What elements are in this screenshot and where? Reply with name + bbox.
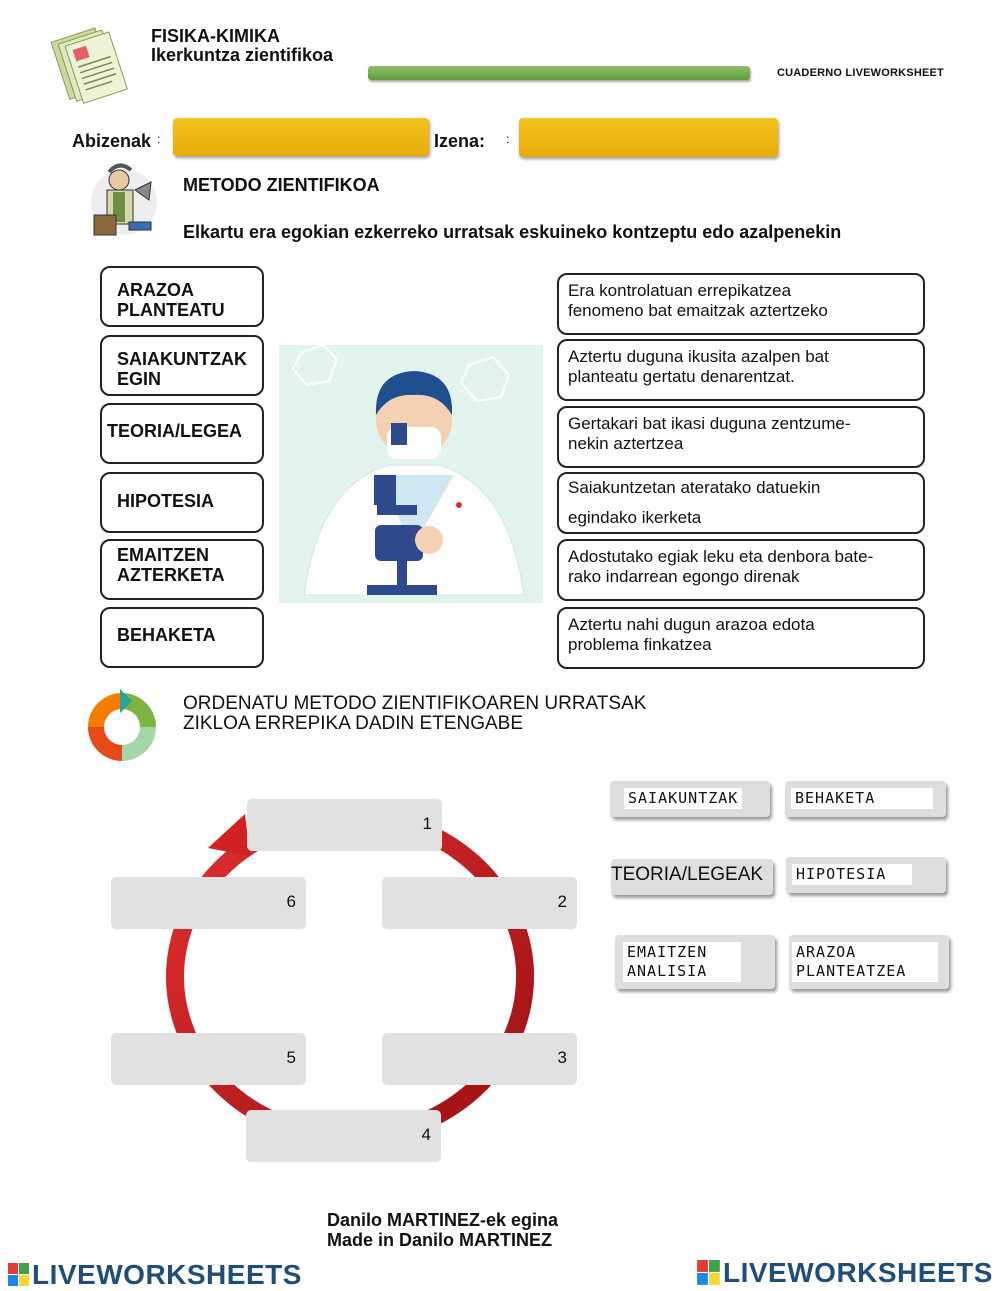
option-label: SAIAKUNTZAK: [624, 788, 742, 809]
scientist-cartoon-image: [89, 160, 159, 245]
cycle-slot-6[interactable]: [111, 877, 306, 929]
left-item-hipotesia[interactable]: HIPOTESIA: [100, 472, 264, 533]
option-label: TEORIA/LEGEAK: [611, 864, 764, 885]
brand-text: LIVEWORKSHEETS: [32, 1259, 302, 1290]
slot-number: 3: [557, 1048, 567, 1067]
colon-mark: :: [157, 132, 161, 146]
section1-title: METODO ZIENTIFIKOA: [183, 175, 380, 195]
liveworksheets-logo-right: [697, 1257, 993, 1289]
worksheet-title: FISIKA-KIMIKA: [151, 26, 280, 46]
slot-number: 2: [557, 892, 567, 911]
left-item-behaketa[interactable]: BEHAKETA: [100, 607, 264, 668]
brand-text: LIVEWORKSHEETS: [723, 1257, 993, 1288]
cycle-slot-3[interactable]: [382, 1033, 577, 1085]
cycle-slot-2[interactable]: [382, 877, 577, 929]
colon-mark: :: [506, 132, 510, 146]
right-item-2[interactable]: Aztertu duguna ikusita azalpen bat planteatu gertatu denarentzat.: [557, 339, 925, 401]
right-item-3[interactable]: Gertakari bat ikasi duguna zentzume- nekin aztertzea: [557, 406, 925, 468]
liveworksheets-logo-left: [8, 1259, 302, 1291]
option-label: EMAITZEN ANALISIA: [623, 942, 741, 982]
option-teoria-legeak[interactable]: [611, 859, 773, 895]
option-behaketa[interactable]: [785, 781, 946, 817]
option-label: HIPOTESIA: [792, 864, 912, 885]
left-item-saiakuntzak[interactable]: SAIAKUNTZAK EGIN: [100, 335, 264, 396]
cycle-icon: [84, 689, 160, 765]
author-credit: Danilo MARTINEZ-ek egina Made in Danilo MARTINEZ: [327, 1210, 559, 1250]
header-divider-bar: [368, 66, 750, 80]
left-item-teoria[interactable]: TEORIA/LEGEA: [100, 403, 264, 464]
left-item-emaitzen[interactable]: EMAITZEN AZTERKETA: [100, 539, 264, 600]
surname-label: Abizenak: [72, 131, 152, 151]
cycle-slot-4[interactable]: [246, 1110, 441, 1162]
section1-instruction: Elkartu era egokian ezkerreko urratsak eskuineko kontzeptu edo azalpenekin: [183, 222, 842, 242]
slot-number: 5: [286, 1048, 296, 1067]
header-title-block: [151, 27, 333, 65]
liveworksheets-logo-icon: [8, 1263, 30, 1287]
option-label: BEHAKETA: [791, 788, 933, 809]
option-label: ARAZOA PLANTEATZEA: [792, 942, 938, 982]
name-label: Izena:: [434, 131, 486, 151]
scientist-microscope-illustration: [279, 345, 543, 603]
red-cycle-arrow: [150, 800, 535, 1152]
right-item-4[interactable]: Saiakuntzetan ateratako datuekin egindako ikerketa: [557, 472, 925, 534]
section2-title: ORDENATU METODO ZIENTIFIKOAREN URRATSAK ZIKLOA ERREPIKA DADIN ETENGABE: [183, 693, 647, 734]
name-field[interactable]: [519, 118, 778, 157]
document-icon: [48, 22, 128, 108]
slot-number: 6: [286, 892, 296, 911]
option-saiakuntzak[interactable]: [610, 781, 770, 817]
right-item-6[interactable]: Aztertu nahi dugun arazoa edota problema finkatzea: [557, 607, 925, 669]
option-arazoa-planteatzea[interactable]: [789, 935, 949, 989]
cycle-slot-1[interactable]: [247, 799, 442, 851]
slot-number: 1: [422, 814, 432, 833]
left-item-arazoa[interactable]: ARAZOA PLANTEATU: [100, 266, 264, 327]
liveworksheets-logo-icon: [697, 1260, 721, 1286]
cuaderno-label: CUADERNO LIVEWORKSHEET: [777, 67, 944, 79]
slot-number: 4: [421, 1125, 431, 1144]
option-hipotesia[interactable]: [786, 857, 946, 893]
right-item-1[interactable]: Era kontrolatuan errepikatzea fenomeno bat emaitzak aztertzeko: [557, 273, 925, 335]
worksheet-subtitle: Ikerkuntza zientifikoa: [151, 45, 334, 65]
option-emaitzen-analisia[interactable]: [615, 935, 775, 989]
surname-field[interactable]: [173, 118, 429, 156]
right-item-5[interactable]: Adostutako egiak leku eta denbora bate- rako indarrean egongo direnak: [557, 539, 925, 601]
cycle-slot-5[interactable]: [111, 1033, 306, 1085]
